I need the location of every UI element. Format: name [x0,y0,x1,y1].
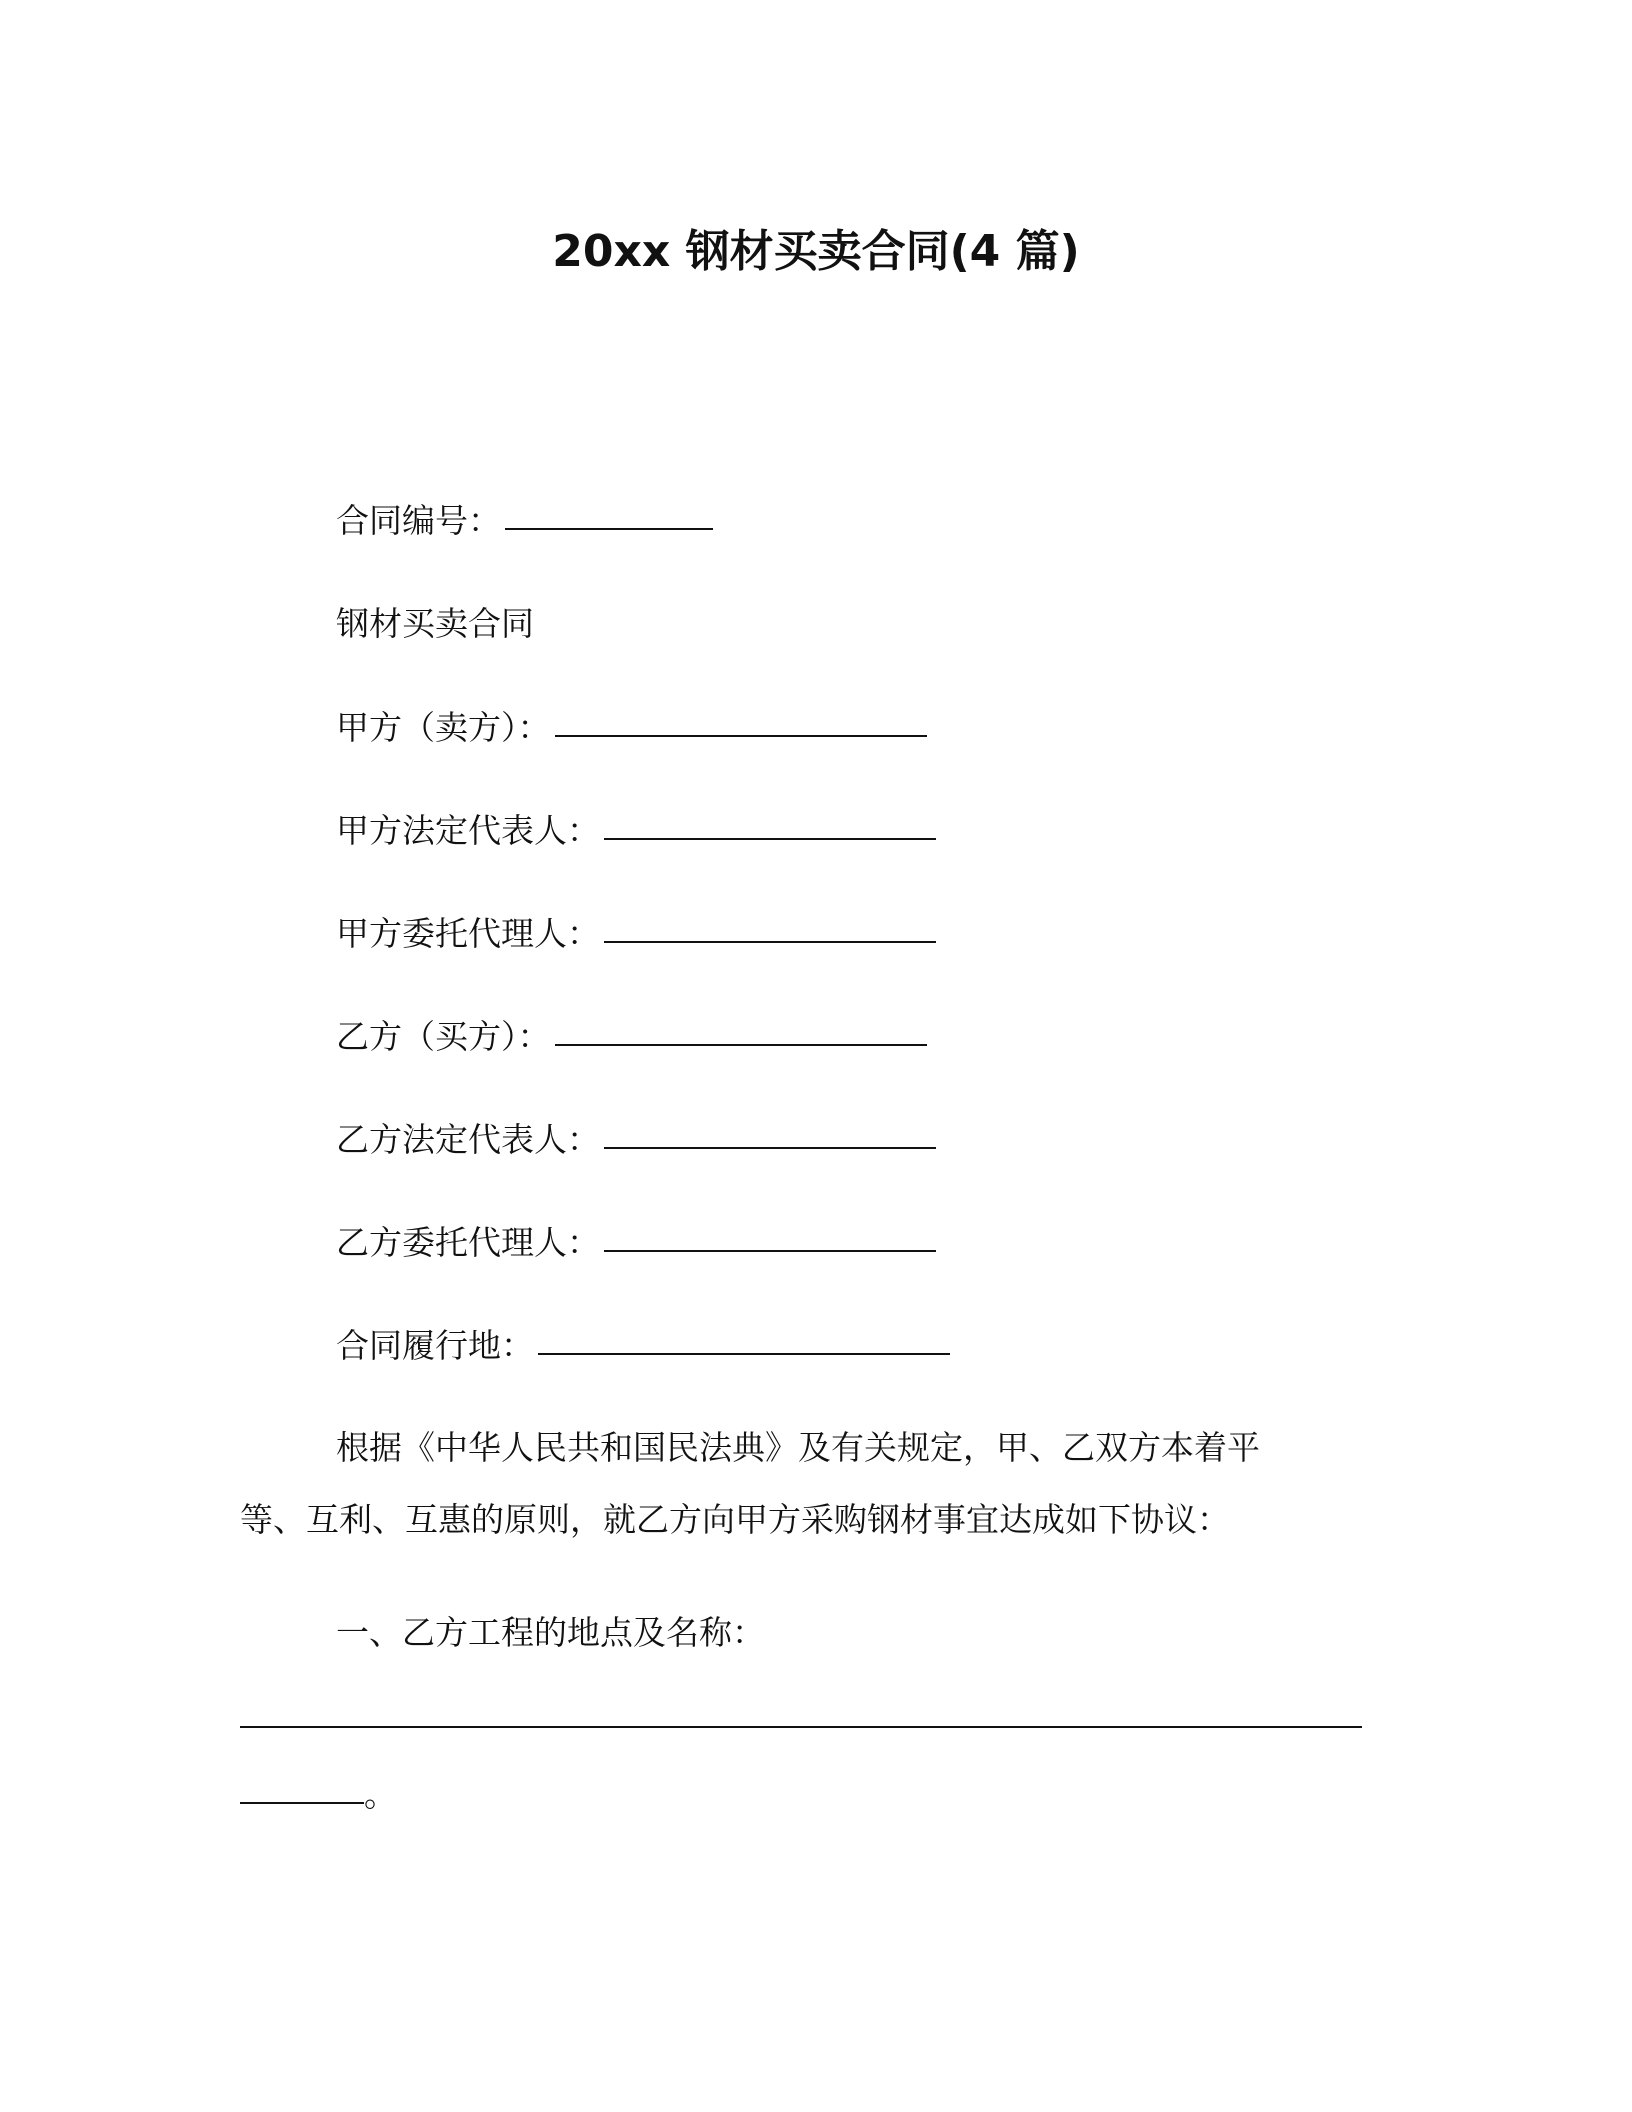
section-1-heading-text: 一、乙方工程的地点及名称： [336,1613,765,1652]
party-b-legal-rep-field [336,1117,936,1163]
preamble-line-1: 根据《中华人民共和国民法典》及有关规定，甲、乙双方本着平 [336,1428,1260,1467]
party-a-legal-rep-field [336,808,936,854]
party-b-agent-field [336,1220,936,1266]
contract-number-field [336,498,713,544]
party-a-legal-rep-label: 甲方法定代表人： [336,811,600,850]
party-b-agent-label: 乙方委托代理人： [336,1223,600,1262]
section-1-end-mark: 。 [364,1775,397,1814]
party-a-legal-rep-blank[interactable] [604,836,936,840]
party-b-label: 乙方（买方）： [336,1017,551,1056]
contract-name-text: 钢材买卖合同 [336,604,534,643]
party-a-field [336,705,927,751]
party-b-legal-rep-label: 乙方法定代表人： [336,1120,600,1159]
party-b-blank[interactable] [555,1042,927,1046]
party-b-agent-blank[interactable] [604,1248,936,1252]
preamble-paragraph [240,1412,1380,1556]
party-a-blank[interactable] [555,733,927,737]
section-1-tail-blank[interactable] [240,1802,364,1804]
party-a-agent-field [336,911,936,957]
place-field [336,1323,950,1369]
contract-number-label: 合同编号： [336,501,501,540]
section-1-heading [336,1610,765,1656]
party-a-label: 甲方（卖方）： [336,708,551,747]
preamble-line-2: 等、互利、互惠的原则，就乙方向甲方采购钢材事宜达成如下协议： [240,1500,1230,1539]
party-b-field [336,1014,927,1060]
place-label: 合同履行地： [336,1326,534,1365]
place-blank[interactable] [538,1351,950,1355]
party-b-legal-rep-blank[interactable] [604,1145,936,1149]
section-1-tail [240,1772,397,1818]
document-title: 20xx 钢材买卖合同(4 篇) [552,226,1080,277]
section-1-long-blank[interactable] [240,1724,1362,1728]
contract-name [336,601,534,647]
party-a-agent-blank[interactable] [604,939,936,943]
party-a-agent-label: 甲方委托代理人： [336,914,600,953]
contract-number-blank[interactable] [505,526,713,530]
